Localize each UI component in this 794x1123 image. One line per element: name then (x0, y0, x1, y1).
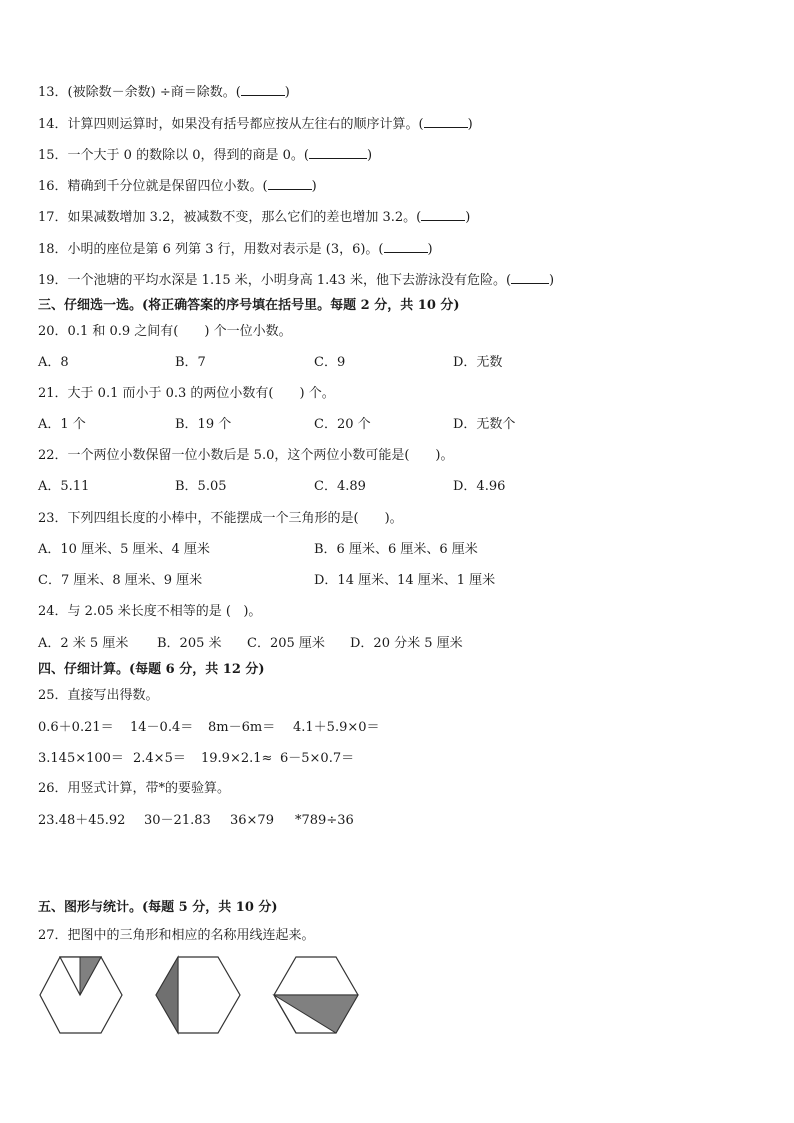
question-13: 13．(被除数－余数) ÷商＝除数。( ) (38, 85, 290, 100)
question-17: 17．如果减数增加 3.2，被减数不变，那么它们的差也增加 3.2。( ) (38, 210, 471, 225)
question-22: 22．一个两位小数保留一位小数后是 5.0，这个两位小数可能是( )。 (38, 448, 454, 463)
calc-item: 3.145×100＝ (38, 751, 124, 766)
calc-item: 8m－6m＝ (208, 720, 276, 735)
option-20-a[interactable]: A．8 (38, 355, 69, 370)
calc-item: *789÷36 (295, 813, 354, 828)
option-20-b[interactable]: B．7 (175, 355, 206, 370)
answer-blank[interactable] (268, 178, 312, 190)
section-5-title: 五、图形与统计。(每题 5 分，共 10 分) (38, 900, 278, 915)
question-23: 23．下列四组长度的小棒中，不能摆成一个三角形的是( )。 (38, 511, 403, 526)
option-21-c[interactable]: C．20 个 (314, 417, 371, 432)
option-21-a[interactable]: A．1 个 (38, 417, 86, 432)
option-24-d[interactable]: D．20 分米 5 厘米 (350, 636, 463, 651)
option-21-d[interactable]: D．无数个 (453, 417, 516, 432)
question-14: 14．计算四则运算时，如果没有括号都应按从左往右的顺序计算。( ) (38, 117, 473, 132)
option-22-b[interactable]: B．5.05 (175, 479, 227, 494)
option-21-b[interactable]: B．19 个 (175, 417, 232, 432)
answer-blank[interactable] (241, 84, 285, 96)
figure-hexagon-2[interactable] (156, 957, 240, 1033)
calc-item: 4.1＋5.9×0＝ (293, 720, 380, 735)
section-4-title: 四、仔细计算。(每题 6 分，共 12 分) (38, 662, 265, 677)
question-18: 18．小明的座位是第 6 列第 3 行，用数对表示是 (3，6)。( ) (38, 242, 433, 257)
calc-item: 14－0.4＝ (130, 720, 194, 735)
answer-blank[interactable] (511, 272, 549, 284)
hexagon-figures-svg (38, 955, 368, 1040)
question-27: 27．把图中的三角形和相应的名称用线连起来。 (38, 928, 315, 943)
option-24-c[interactable]: C．205 厘米 (247, 636, 325, 651)
calc-item: 19.9×2.1≈ (201, 751, 273, 766)
shaded-triangle (156, 957, 178, 1033)
option-23-b[interactable]: B．6 厘米、6 厘米、6 厘米 (314, 542, 478, 557)
option-23-c[interactable]: C．7 厘米、8 厘米、9 厘米 (38, 573, 203, 588)
question-19: 19．一个池塘的平均水深是 1.15 米，小明身高 1.43 米，他下去游泳没有危险。( ) (38, 273, 555, 288)
option-23-d[interactable]: D．14 厘米、14 厘米、1 厘米 (314, 573, 496, 588)
option-24-b[interactable]: B．205 米 (157, 636, 222, 651)
option-23-a[interactable]: A．10 厘米、5 厘米、4 厘米 (38, 542, 210, 557)
question-26: 26．用竖式计算，带*的要验算。 (38, 781, 231, 796)
question-15: 15．一个大于 0 的数除以 0，得到的商是 0。( ) (38, 148, 373, 163)
option-22-d[interactable]: D．4.96 (453, 479, 506, 494)
calc-item: 6－5×0.7＝ (280, 751, 355, 766)
option-20-c[interactable]: C．9 (314, 355, 346, 370)
hexagon-figures (38, 955, 368, 1040)
option-22-a[interactable]: A．5.11 (38, 479, 90, 494)
question-25: 25．直接写出得数。 (38, 688, 159, 703)
option-20-d[interactable]: D．无数 (453, 355, 503, 370)
calc-item: 2.4×5＝ (133, 751, 186, 766)
calc-item: 23.48＋45.92 (38, 813, 126, 828)
figure-hexagon-3[interactable] (274, 957, 358, 1033)
calc-item: 0.6＋0.21＝ (38, 720, 114, 735)
answer-blank[interactable] (424, 116, 468, 128)
answer-blank[interactable] (309, 147, 367, 159)
option-22-c[interactable]: C．4.89 (314, 479, 366, 494)
calc-item: 36×79 (230, 813, 274, 828)
question-16: 16．精确到千分位就是保留四位小数。( ) (38, 179, 317, 194)
answer-blank[interactable] (421, 209, 465, 221)
figure-hexagon-1[interactable] (40, 957, 122, 1033)
question-21: 21．大于 0.1 而小于 0.3 的两位小数有( ) 个。 (38, 386, 335, 401)
question-20: 20．0.1 和 0.9 之间有( ) 个一位小数。 (38, 324, 292, 339)
question-24: 24．与 2.05 米长度不相等的是 ( )。 (38, 604, 262, 619)
option-24-a[interactable]: A．2 米 5 厘米 (38, 636, 129, 651)
calc-item: 30－21.83 (144, 813, 211, 828)
section-3-title: 三、仔细选一选。(将正确答案的序号填在括号里。每题 2 分，共 10 分) (38, 298, 460, 313)
answer-blank[interactable] (384, 241, 428, 253)
